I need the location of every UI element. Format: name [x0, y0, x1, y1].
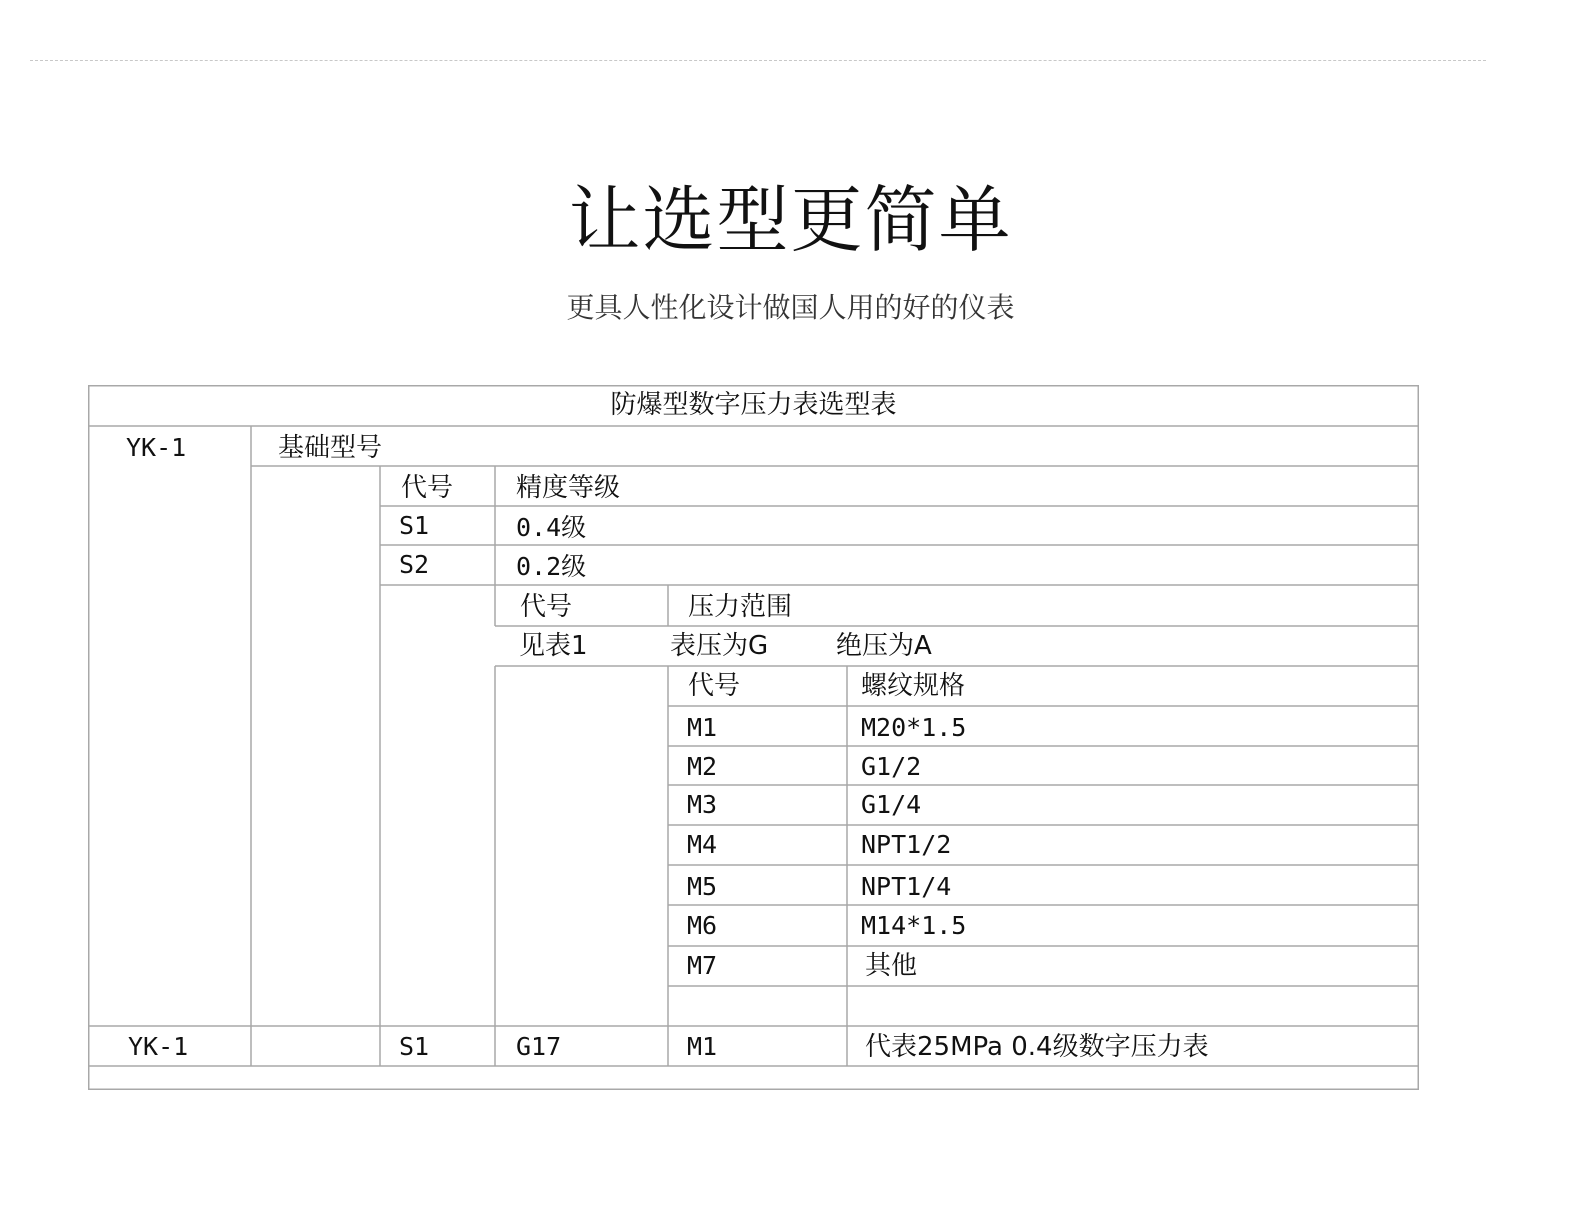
pressure-code-header: 代号 [520, 592, 573, 622]
top-dashed-divider [30, 60, 1486, 61]
selection-table [88, 385, 1419, 1090]
pressure-reference: 见表1 [519, 631, 588, 661]
thread-code-m6: M6 [687, 911, 718, 940]
thread-code-m3: M3 [687, 790, 718, 819]
pressure-name-header: 压力范围 [688, 592, 793, 622]
thread-code-m5: M5 [687, 872, 718, 901]
thread-value-m3: G1/4 [861, 790, 922, 819]
page-subtitle: 更具人性化设计做国人用的好的仪表 [566, 291, 1015, 324]
example-pressure-code: G17 [516, 1032, 562, 1061]
accuracy-code-header: 代号 [401, 473, 454, 503]
thread-code-m7: M7 [687, 951, 718, 980]
thread-code-header: 代号 [688, 671, 741, 701]
accuracy-code-s1: S1 [399, 511, 430, 540]
thread-code-m1: M1 [687, 713, 718, 742]
base-label: 基础型号 [278, 433, 383, 463]
example-base-code: YK-1 [128, 1032, 189, 1061]
table-outer-border [89, 386, 1419, 1090]
example-thread-code: M1 [687, 1032, 718, 1061]
page-title: 让选型更简单 [568, 178, 1013, 262]
thread-value-m4: NPT1/2 [861, 830, 952, 859]
pressure-absolute-note: 绝压为A [836, 631, 932, 661]
thread-value-m5: NPT1/4 [861, 872, 952, 901]
thread-value-m2: G1/2 [861, 752, 922, 781]
accuracy-name-header: 精度等级 [516, 473, 621, 503]
thread-code-m4: M4 [687, 830, 718, 859]
thread-name-header: 螺纹规格 [861, 671, 966, 701]
example-description: 代表25MPa 0.4级数字压力表 [865, 1032, 1209, 1062]
accuracy-value-s1: 0.4级 [516, 513, 587, 542]
thread-value-m1: M20*1.5 [861, 713, 967, 742]
thread-value-m7: 其他 [865, 951, 918, 981]
accuracy-value-s2: 0.2级 [516, 552, 587, 581]
thread-value-m6: M14*1.5 [861, 911, 967, 940]
accuracy-code-s2: S2 [399, 550, 430, 579]
pressure-gauge-note: 表压为G [670, 631, 769, 661]
table-caption: 防爆型数字压力表选型表 [610, 390, 897, 420]
table-grid-lines [88, 385, 1419, 1090]
thread-code-m2: M2 [687, 752, 718, 781]
base-code: YK-1 [126, 433, 187, 462]
example-accuracy-code: S1 [399, 1032, 430, 1061]
